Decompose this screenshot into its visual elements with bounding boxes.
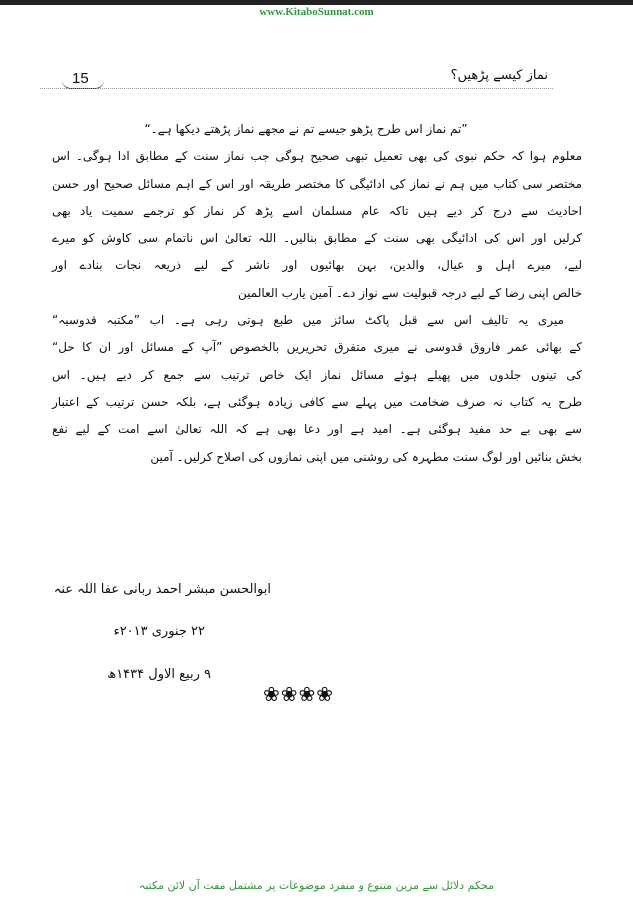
body-line: کرلیں اور اس کی ادائیگی بھی سنت کے مطابق بنالیں۔ اللہ تعالیٰ اس ناتمام سی کاوش کو میرے [52, 231, 582, 246]
body-line: سے بھی بے حد مفید ہوگئی ہے۔ امید ہے اور دعا بھی ہے کہ اللہ تعالیٰ اسے امت کے لیے نفع [52, 422, 582, 437]
date-hijri: ۹ ربیع الاول ۱۴۳۴ھ [107, 667, 211, 682]
date-gregorian: ۲۲ جنوری ۲۰۱۳ء [113, 624, 205, 639]
body-line: طرح یہ کتاب نہ صرف ضخامت میں پہلے سے کافی زیادہ ہوگئی ہے، بلکہ حسن ترتیب کے اعتبار [52, 394, 582, 409]
body-line: معلوم ہوا کہ حکم نبوی کی بھی تعمیل تبھی صحیح ہوگی جب نماز سنت کے مطابق ادا ہوگی۔ اس [52, 149, 582, 164]
quote-line: ”تم نماز اس طرح پڑھو جیسے تم نے مجھے نماز پڑھتے دیکھا ہے۔“ [144, 122, 468, 136]
floral-ornament: ❀❀❀❀ [263, 682, 335, 706]
body-line: میری یہ تالیف اس سے قبل پاکٹ سائز میں طبع ہوتی رہی ہے۔ اب ”مکتبہ قدوسیہ“ [52, 313, 564, 328]
scan-top-bar [0, 0, 633, 5]
body-line: احادیث سے درج کر دیے ہیں تاکہ عام مسلمان اسے پڑھ کر نماز کو ترجمے سمیت یاد بھی [52, 203, 582, 218]
watermark-url: www.KitaboSunnat.com [259, 6, 374, 18]
body-text [52, 116, 582, 471]
body-line: لیے، میرے اہل و عیال، والدین، بہن بھائیوں اور ناشر کے لیے ذریعہ نجات بنادے اور [52, 258, 582, 273]
body-line: کے بھائی عمر فاروق قدوسی نے میری متفرق تحریریں بالخصوص ”آپ کے مسائل اور ان کا حل“ [52, 340, 582, 355]
body-line: مختصر سی کتاب میں ہم نے نماز کی ادائیگی کا مختصر طریقہ اور اس کے اہم مسائل صحیح اور حسن [52, 176, 582, 191]
page-number: 15 [72, 70, 89, 87]
footer-tagline: محکم دلائل سے مزین متنوع و منفرد موضوعات پر مشتمل مفت آن لائن مکتبہ [138, 879, 495, 892]
author-signature: ابوالحسن مبشر احمد ربانی عفا اللہ عنہ [53, 582, 271, 597]
running-title: نماز کیسے پڑھیں؟ [450, 68, 548, 83]
body-line: کی تینوں جلدوں میں پھیلے ہوئے مسائل نماز ایک خاص ترتیب سے جمع کر دیے ہیں۔ اس [52, 367, 582, 382]
body-line: بخش بنائیں اور لوگ سنت مطہرہ کی روشنی میں اپنی نمازوں کی اصلاح کرلیں۔ آمین [150, 449, 582, 464]
body-line: خالص اپنی رضا کے لیے درجہ قبولیت سے نواز دے۔ آمین یارب العالمین [238, 285, 582, 300]
header-rule [40, 88, 553, 89]
